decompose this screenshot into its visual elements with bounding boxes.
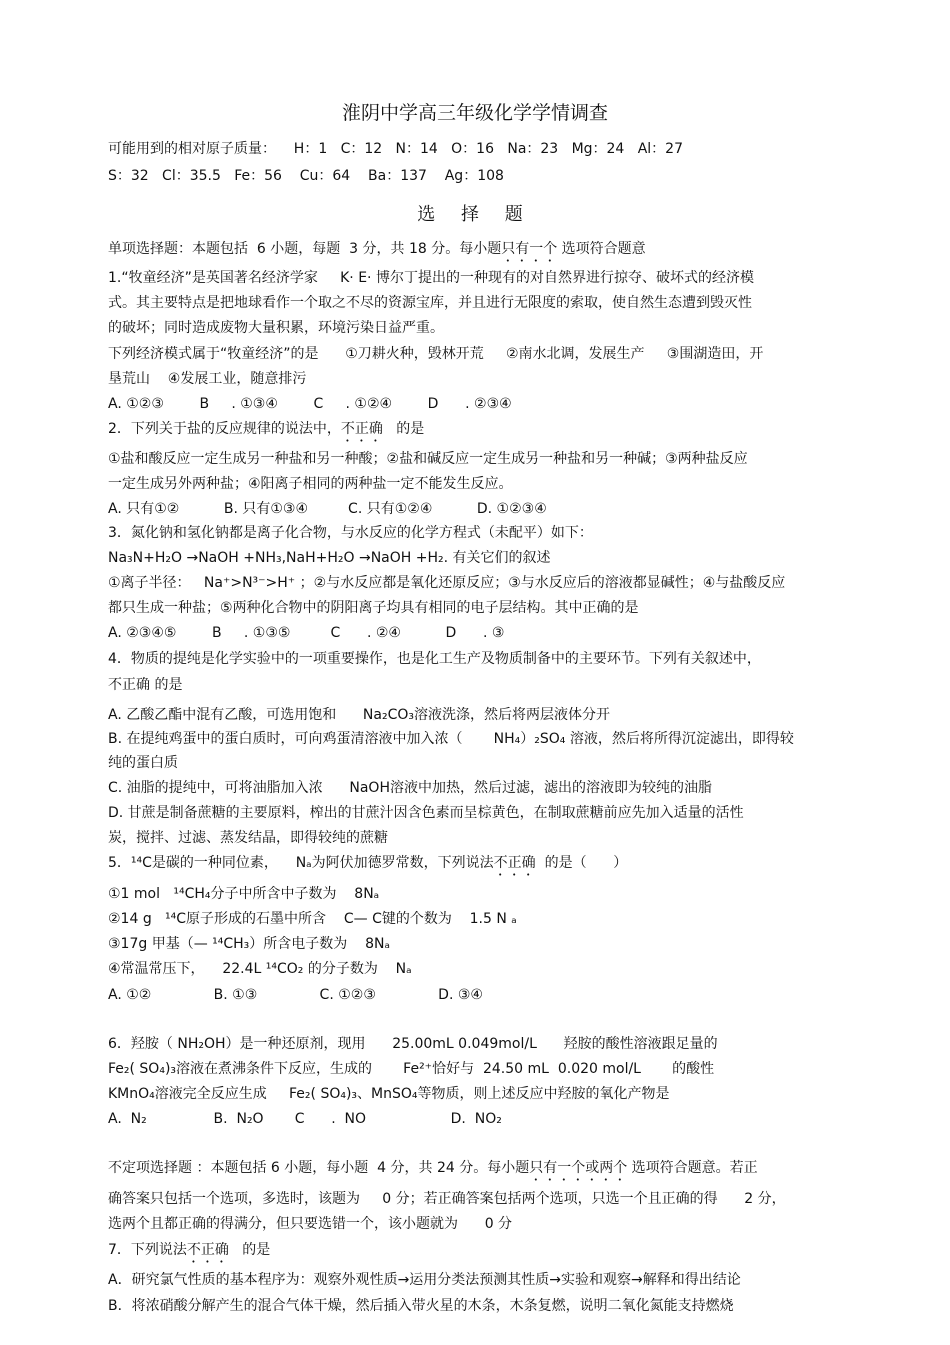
q6-line: Fe₂( SO₄)₃溶液在煮沸条件下反应，生成的 Fe²⁺恰好与 24.50 mL 0.020 mol/L 的酸性 — [108, 1061, 715, 1077]
q7-option-b: B．将浓硝酸分解产生的混合气体干燥，然后插入带火星的木条，木条复燃，说明二氧化氮能支持燃烧 — [108, 1298, 734, 1314]
atomic-mass-line-2: S：32 Cl：35.5 Fe：56 Cu：64 Ba：137 Ag：108 — [108, 168, 504, 184]
document-title: 淮阴中学高三年级化学学情调查 — [341, 102, 608, 124]
q6-options: A. N₂ B. N₂O C . NO D. NO₂ — [108, 1111, 502, 1127]
q2-line: ①盐和酸反应一定生成另一种盐和另一种酸；②盐和碱反应一定生成另一种盐和另一种碱；③两种盐反应 — [108, 451, 748, 467]
q3-options: A. ②③④⑤ B . ①③⑤ C . ②④ D . ③ — [108, 625, 505, 641]
section-title: 选 择 题 — [417, 204, 533, 225]
q1-line: 下列经济模式属于“牧童经济”的是 ①刀耕火种，毁林开荒 ②南水北调，发展生产 ③围湖造田，开 — [108, 346, 764, 362]
q5-statement: ④常温常压下， 22.4L ¹⁴CO₂ 的分子数为 Nₐ — [108, 961, 412, 977]
q4-line: 不正确 的是 — [108, 677, 183, 693]
q1-options: A. ①②③ B . ①③④ C . ①②④ D . ②③④ — [108, 396, 512, 412]
q7-option-a: A．研究氯气性质的基本程序为：观察外观性质→运用分类法预测其性质→实验和观察→解释和得出结论 — [108, 1272, 741, 1288]
multi-choice-intro-line: 确答案只包括一个选项，多选时，该题为 0 分；若正确答案包括两个选项，只选一个且正确的得 2 分， — [108, 1191, 786, 1207]
q4-option-b: B. 在提纯鸡蛋中的蛋白质时，可向鸡蛋清溶液中加入浓（ NH₄）₂SO₄ 溶液，然后将所得沉淀滤出，即得较 — [108, 731, 794, 747]
q1-line: 式。其主要特点是把地球看作一个取之不尽的资源宝库，并且进行无限度的索取，使自然生态遭到毁灭性 — [108, 295, 752, 311]
q3-line: Na₃N+H₂O →NaOH +NH₃,NaH+H₂O →NaOH +H₂. 有关它们的叙述 — [108, 550, 551, 566]
q5-options: A. ①② B. ①③ C. ①②③ D. ③④ — [108, 987, 483, 1003]
q3-line: 3．氮化钠和氢化钠都是离子化合物，与水反应的化学方程式（未配平）如下： — [108, 525, 593, 541]
q5-stem: 5．¹⁴C是碳的一种同位素， Nₐ为阿伏加德罗常数，下列说法不正确 的是（ ） — [108, 855, 628, 871]
q5-statement: ②14 g ¹⁴C原子形成的石墨中所含 C— C键的个数为 1.5 N ₐ — [108, 911, 517, 927]
q2-line: 一定生成另外两种盐；④阳离子相同的两种盐一定不能发生反应。 — [108, 476, 513, 492]
q4-option-c: C. 油脂的提纯中，可将油脂加入浓 NaOH溶液中加热，然后过滤，滤出的溶液即为较纯的油脂 — [108, 780, 712, 796]
q4-line: 炭，搅拌、过滤、蒸发结晶，即得较纯的蔗糖 — [108, 830, 388, 846]
q3-line: ①离子半径： Na⁺>N³⁻>H⁺ ；②与水反应都是氧化还原反应；③与水反应后的溶液都显碱性；④与盐酸反应 — [108, 575, 786, 591]
q1-line: 垦荒山 ④发展工业，随意排污 — [108, 371, 307, 387]
q6-line: 6．羟胺（ NH₂OH）是一种还原剂，现用 25.00mL 0.049mol/L 羟胺的酸性溶液跟足量的 — [108, 1036, 718, 1052]
q5-statement: ③17g 甲基（— ¹⁴CH₃）所含电子数为 8Nₐ — [108, 936, 390, 952]
q7-stem: 7．下列说法不正确 的是 — [108, 1242, 271, 1258]
q2-options: A. 只有①② B. 只有①③④ C. 只有①②④ D. ①②③④ — [108, 501, 547, 517]
q4-line: 4．物质的提纯是化学实验中的一项重要操作，也是化工生产及物质制备中的主要环节。下列有关叙述中， — [108, 651, 761, 667]
q4-option-d: D. 甘蔗是制备蔗糖的主要原料，榨出的甘蔗汁因含色素而呈棕黄色，在制取蔗糖前应先加入适量的活性 — [108, 805, 744, 821]
q1-line: 的破坏；同时造成废物大量积累，环境污染日益严重。 — [108, 320, 444, 336]
q2-stem: 2．下列关于盐的反应规律的说法中，不正确 的是 — [108, 421, 425, 437]
atomic-mass-line-1: 可能用到的相对原子质量： H：1 C：12 N：14 O：16 Na：23 Mg：24 Al：27 — [108, 141, 683, 157]
q1-line: 1.“牧童经济”是英国著名经济学家 K· E· 博尔丁提出的一种现有的对自然界进行掠夺、破坏式的经济模 — [108, 270, 754, 286]
q6-line: KMnO₄溶液完全反应生成 Fe₂( SO₄)₃、MnSO₄等物质，则上述反应中羟胺的氧化产物是 — [108, 1086, 670, 1102]
q4-option-a: A. 乙酸乙酯中混有乙酸，可选用饱和 Na₂CO₃溶液洗涤，然后将两层液体分开 — [108, 707, 611, 723]
q5-statement: ①1 mol ¹⁴CH₄分子中所含中子数为 8Nₐ — [108, 886, 380, 902]
q4-line: 纯的蛋白质 — [108, 755, 178, 771]
multi-choice-intro-line: 选两个且都正确的得满分，但只要选错一个，该小题就为 0 分 — [108, 1216, 513, 1232]
single-choice-intro: 单项选择题：本题包括 6 小题，每题 3 分，共 18 分。每小题只有一个 选项符合题意 — [108, 241, 646, 257]
multi-choice-intro: 不定项选择题 ：本题包括 6 小题，每小题 4 分，共 24 分。每小题只有一个或两个 选项符合题意。若正 — [108, 1160, 758, 1176]
q3-line: 都只生成一种盐；⑤两种化合物中的阴阳离子均具有相同的电子层结构。其中正确的是 — [108, 600, 639, 616]
